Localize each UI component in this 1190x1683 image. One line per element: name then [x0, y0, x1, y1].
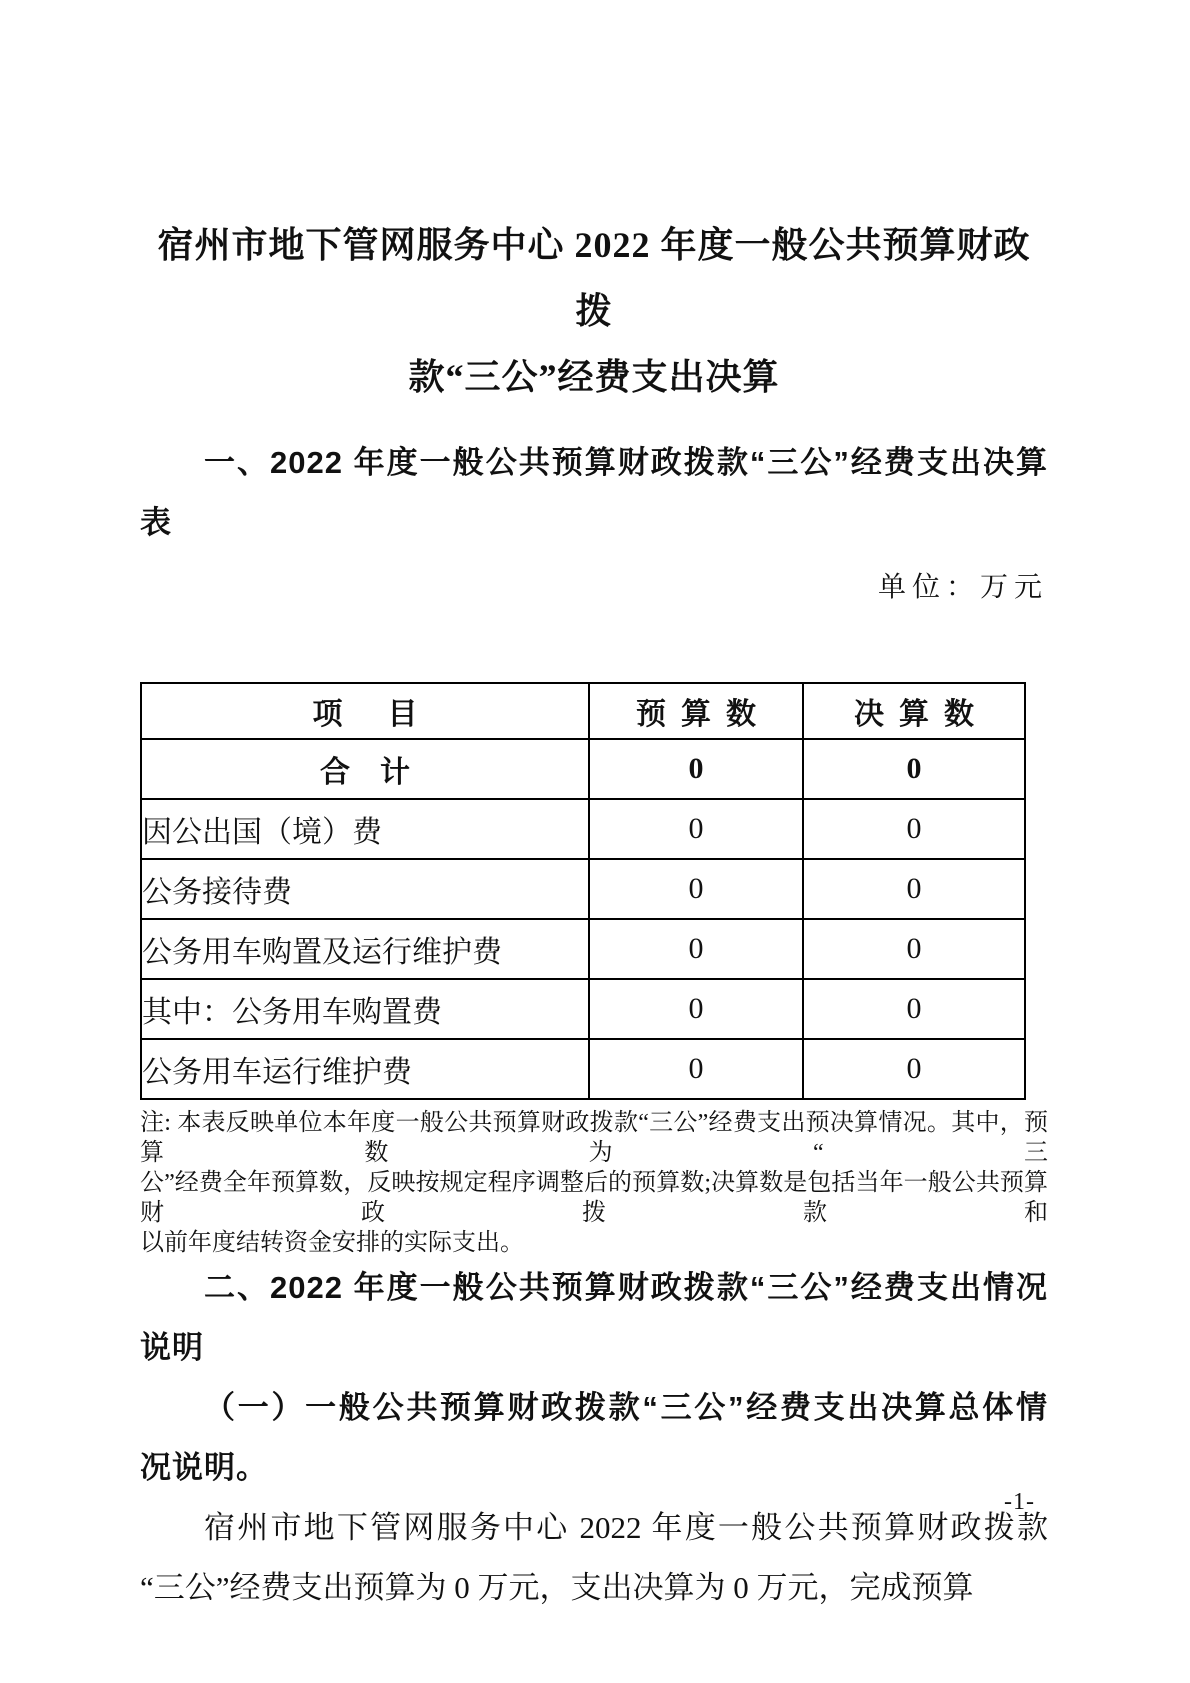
row-vehicle-purchase-budget: 0	[589, 979, 803, 1039]
section1-heading-line1: 一、2022 年度一般公共预算财政拨款“三公”经费支出决算	[204, 445, 1048, 480]
section1-heading	[140, 433, 1048, 553]
body-paragraph	[140, 1498, 1048, 1618]
unit-label: 单位：万元	[877, 572, 1048, 603]
table-row-vehicle-total	[141, 919, 1025, 979]
table-header-final: 决算数	[803, 683, 1025, 739]
section2-heading	[140, 1258, 1048, 1378]
row-vehicle-total-final: 0	[803, 919, 1025, 979]
row-vehicle-maintenance-budget: 0	[589, 1039, 803, 1099]
body-paragraph-line2: “三公”经费支出预算为 0 万元，支出决算为 0 万元，完成预算	[140, 1570, 974, 1605]
row-total-item: 合计	[141, 739, 589, 799]
table-note	[140, 1108, 1048, 1258]
table-header-item: 项目	[141, 683, 589, 739]
row-vehicle-purchase-final: 0	[803, 979, 1025, 1039]
section1-heading-line2: 表	[140, 505, 172, 540]
row-reception-item: 公务接待费	[141, 859, 589, 919]
row-reception-budget: 0	[589, 859, 803, 919]
row-abroad-item: 因公出国（境）费	[141, 799, 589, 859]
table-note-line3: 以前年度结转资金安排的实际支出。	[140, 1230, 524, 1256]
row-reception-final: 0	[803, 859, 1025, 919]
section2-heading-line2: 说明	[140, 1330, 204, 1365]
page-number: -1-	[1004, 1489, 1035, 1515]
section2-heading-line1: 二、2022 年度一般公共预算财政拨款“三公”经费支出情况	[204, 1270, 1048, 1305]
row-abroad-final: 0	[803, 799, 1025, 859]
row-vehicle-total-item: 公务用车购置及运行维护费	[141, 919, 589, 979]
table-note-line1: 注: 本表反映单位本年度一般公共预算财政拨款“三公”经费支出预决算情况。其中，预算数为“三	[140, 1110, 1048, 1166]
table-row-vehicle-purchase	[141, 979, 1025, 1039]
document-content	[140, 0, 1048, 1618]
row-vehicle-purchase-item: 其中：公务用车购置费	[141, 979, 589, 1039]
table-row-abroad	[141, 799, 1025, 859]
body-paragraph-line1: 宿州市地下管网服务中心 2022 年度一般公共预算财政拨款	[204, 1510, 1048, 1545]
table-note-line2: 公”经费全年预算数，反映按规定程序调整后的预算数;决算数是包括当年一般公共预算财政拨款和	[140, 1170, 1048, 1226]
row-vehicle-maintenance-final: 0	[803, 1039, 1025, 1099]
row-abroad-budget: 0	[589, 799, 803, 859]
row-vehicle-maintenance-item: 公务用车运行维护费	[141, 1039, 589, 1099]
section2-sub1-heading-line2: 况说明。	[140, 1450, 268, 1485]
document-title-line2: 款“三公”经费支出决算	[408, 357, 780, 397]
table-header-row	[141, 683, 1025, 739]
row-total-budget: 0	[589, 739, 803, 799]
table-header-budget: 预算数	[589, 683, 803, 739]
document-title-line1: 宿州市地下管网服务中心 2022 年度一般公共预算财政拨	[157, 225, 1031, 331]
table-row-vehicle-maintenance	[141, 1039, 1025, 1099]
section2-sub1-heading-line1: （一）一般公共预算财政拨款“三公”经费支出决算总体情	[204, 1390, 1048, 1425]
table-row-total	[141, 739, 1025, 799]
expense-table	[140, 682, 1026, 1100]
row-vehicle-total-budget: 0	[589, 919, 803, 979]
row-total-final: 0	[803, 739, 1025, 799]
document-title	[140, 212, 1048, 410]
table-row-reception	[141, 859, 1025, 919]
section2-sub1-heading	[140, 1378, 1048, 1498]
